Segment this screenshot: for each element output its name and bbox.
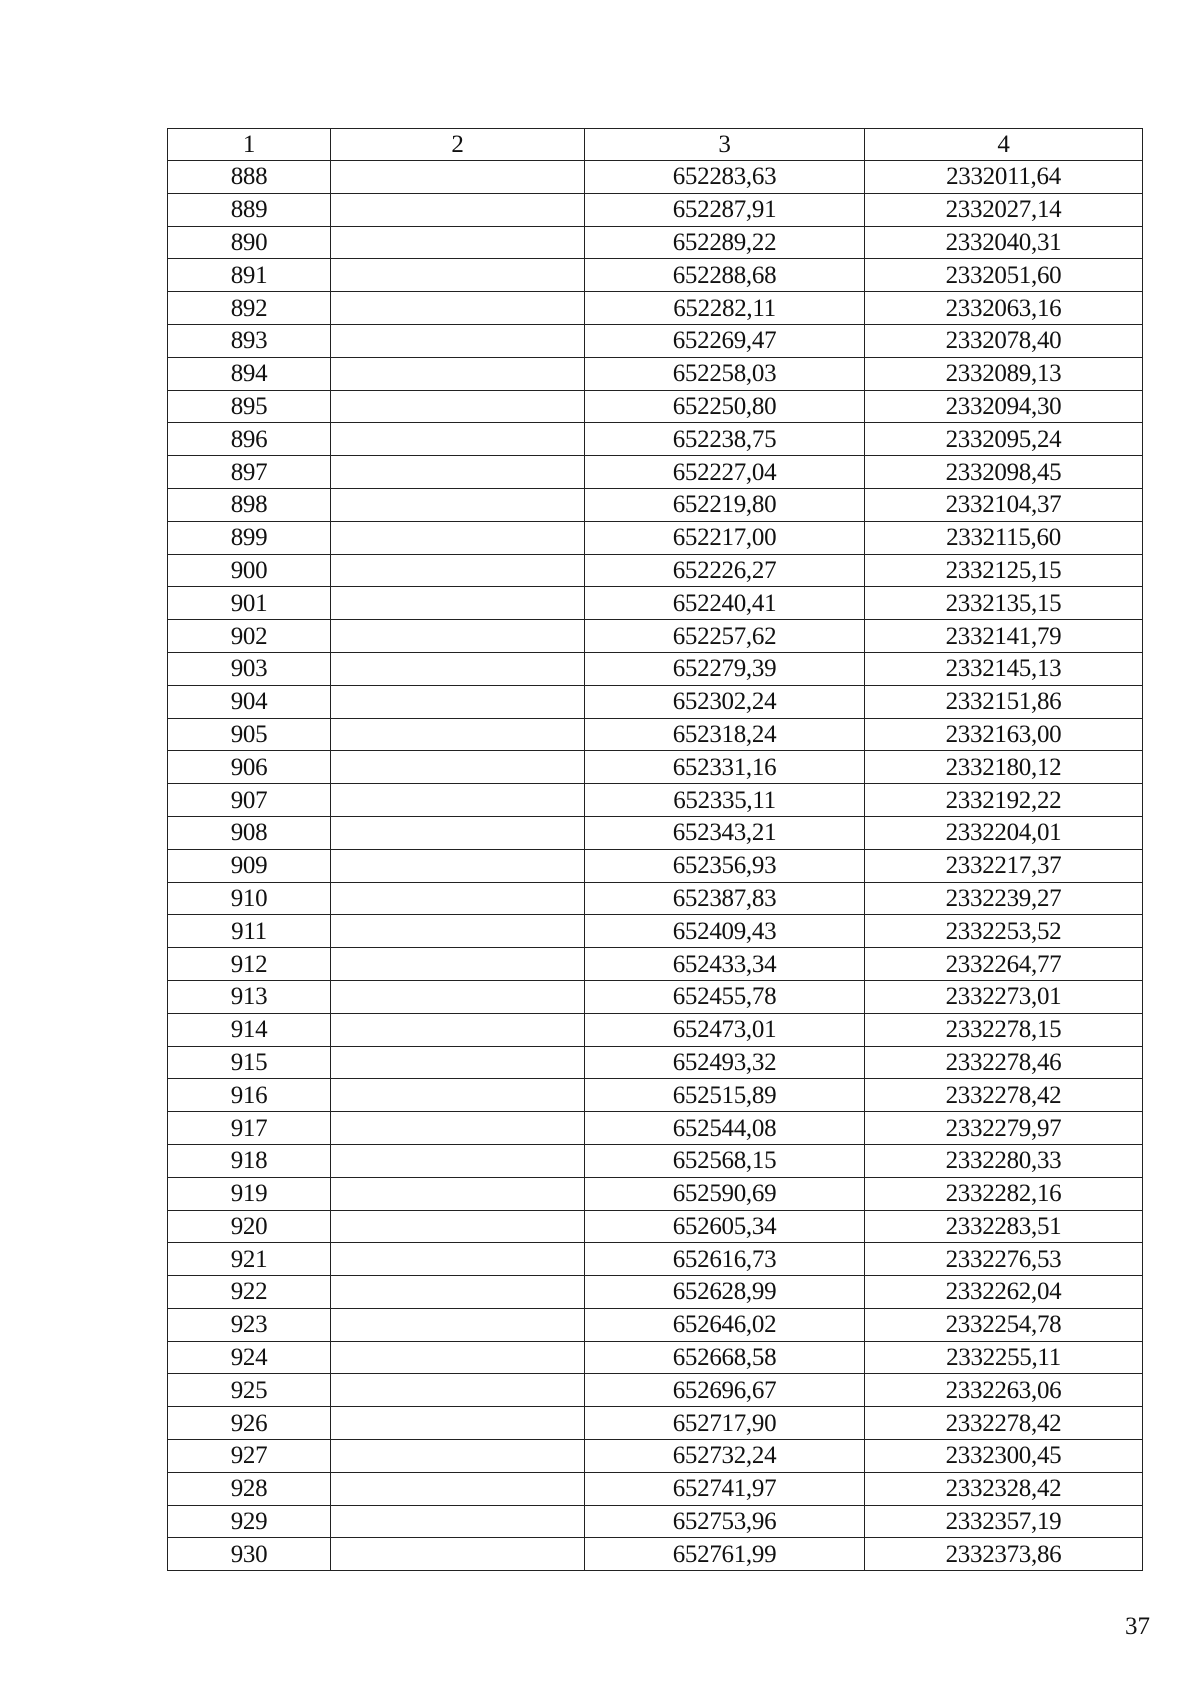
column-header-4: 4: [865, 129, 1143, 161]
coordinate-y-cell: 2332180,12: [865, 751, 1143, 784]
table-row: [168, 1374, 1143, 1407]
point-number-cell: 895: [168, 390, 331, 423]
column-2-cell: [331, 292, 585, 325]
point-number-cell: 930: [168, 1538, 331, 1571]
point-number-cell: 928: [168, 1472, 331, 1505]
coordinate-y-cell: 2332141,79: [865, 620, 1143, 653]
coordinate-y-cell: 2332262,04: [865, 1276, 1143, 1309]
point-number-cell: 898: [168, 488, 331, 521]
coordinate-x-cell: 652696,67: [585, 1374, 865, 1407]
column-2-cell: [331, 456, 585, 489]
coordinate-y-cell: 2332300,45: [865, 1440, 1143, 1473]
coordinate-x-cell: 652258,03: [585, 357, 865, 390]
coordinate-x-cell: 652717,90: [585, 1407, 865, 1440]
column-2-cell: [331, 1144, 585, 1177]
column-2-cell: [331, 1472, 585, 1505]
coordinate-y-cell: 2332098,45: [865, 456, 1143, 489]
point-number-cell: 922: [168, 1276, 331, 1309]
coordinate-y-cell: 2332253,52: [865, 915, 1143, 948]
coordinate-y-cell: 2332095,24: [865, 423, 1143, 456]
point-number-cell: 917: [168, 1112, 331, 1145]
column-2-cell: [331, 226, 585, 259]
point-number-cell: 913: [168, 980, 331, 1013]
table-row: [168, 1046, 1143, 1079]
table-row: [168, 259, 1143, 292]
table-row: [168, 1243, 1143, 1276]
point-number-cell: 901: [168, 587, 331, 620]
coordinate-x-cell: 652288,68: [585, 259, 865, 292]
column-2-cell: [331, 784, 585, 817]
column-2-cell: [331, 620, 585, 653]
coordinate-y-cell: 2332217,37: [865, 849, 1143, 882]
point-number-cell: 906: [168, 751, 331, 784]
column-2-cell: [331, 423, 585, 456]
table-row: [168, 1144, 1143, 1177]
column-2-cell: [331, 1013, 585, 1046]
table-row: [168, 685, 1143, 718]
coordinate-x-cell: 652226,27: [585, 554, 865, 587]
table-row: [168, 915, 1143, 948]
coordinate-x-cell: 652257,62: [585, 620, 865, 653]
table-header-row: [168, 129, 1143, 161]
coordinate-x-cell: 652250,80: [585, 390, 865, 423]
point-number-cell: 925: [168, 1374, 331, 1407]
coordinate-x-cell: 652646,02: [585, 1308, 865, 1341]
coordinate-y-cell: 2332276,53: [865, 1243, 1143, 1276]
point-number-cell: 927: [168, 1440, 331, 1473]
coordinate-y-cell: 2332328,42: [865, 1472, 1143, 1505]
coordinate-y-cell: 2332278,46: [865, 1046, 1143, 1079]
coordinate-x-cell: 652616,73: [585, 1243, 865, 1276]
column-2-cell: [331, 1210, 585, 1243]
point-number-cell: 911: [168, 915, 331, 948]
point-number-cell: 903: [168, 652, 331, 685]
point-number-cell: 905: [168, 718, 331, 751]
point-number-cell: 894: [168, 357, 331, 390]
coordinate-y-cell: 2332264,77: [865, 948, 1143, 981]
coordinate-x-cell: 652568,15: [585, 1144, 865, 1177]
column-2-cell: [331, 1538, 585, 1571]
point-number-cell: 888: [168, 161, 331, 194]
column-2-cell: [331, 1308, 585, 1341]
page-number: 37: [1125, 1613, 1150, 1640]
column-2-cell: [331, 1407, 585, 1440]
coordinate-y-cell: 2332151,86: [865, 685, 1143, 718]
table-row: [168, 1177, 1143, 1210]
table-row: [168, 1112, 1143, 1145]
coordinate-y-cell: 2332115,60: [865, 521, 1143, 554]
point-number-cell: 920: [168, 1210, 331, 1243]
coordinate-y-cell: 2332255,11: [865, 1341, 1143, 1374]
table-row: [168, 554, 1143, 587]
column-2-cell: [331, 324, 585, 357]
point-number-cell: 908: [168, 816, 331, 849]
table-row: [168, 1341, 1143, 1374]
coordinate-y-cell: 2332279,97: [865, 1112, 1143, 1145]
point-number-cell: 890: [168, 226, 331, 259]
point-number-cell: 891: [168, 259, 331, 292]
coordinate-x-cell: 652240,41: [585, 587, 865, 620]
table-row: [168, 1505, 1143, 1538]
table-row: [168, 1440, 1143, 1473]
coordinate-x-cell: 652335,11: [585, 784, 865, 817]
coordinate-y-cell: 2332254,78: [865, 1308, 1143, 1341]
column-header-2: 2: [331, 129, 585, 161]
column-2-cell: [331, 521, 585, 554]
coordinate-x-cell: 652343,21: [585, 816, 865, 849]
column-2-cell: [331, 1440, 585, 1473]
coordinate-y-cell: 2332282,16: [865, 1177, 1143, 1210]
coordinate-y-cell: 2332278,42: [865, 1407, 1143, 1440]
coordinate-y-cell: 2332273,01: [865, 980, 1143, 1013]
point-number-cell: 915: [168, 1046, 331, 1079]
point-number-cell: 909: [168, 849, 331, 882]
point-number-cell: 921: [168, 1243, 331, 1276]
column-2-cell: [331, 259, 585, 292]
coordinate-y-cell: 2332078,40: [865, 324, 1143, 357]
coordinate-y-cell: 2332051,60: [865, 259, 1143, 292]
coordinate-x-cell: 652289,22: [585, 226, 865, 259]
coordinate-y-cell: 2332239,27: [865, 882, 1143, 915]
column-2-cell: [331, 652, 585, 685]
column-2-cell: [331, 554, 585, 587]
column-2-cell: [331, 718, 585, 751]
coordinate-y-cell: 2332280,33: [865, 1144, 1143, 1177]
table-row: [168, 193, 1143, 226]
point-number-cell: 907: [168, 784, 331, 817]
coordinate-y-cell: 2332373,86: [865, 1538, 1143, 1571]
column-2-cell: [331, 849, 585, 882]
coordinate-x-cell: 652732,24: [585, 1440, 865, 1473]
column-2-cell: [331, 390, 585, 423]
table-body: [168, 161, 1143, 1571]
coordinate-x-cell: 652302,24: [585, 685, 865, 718]
column-2-cell: [331, 816, 585, 849]
point-number-cell: 902: [168, 620, 331, 653]
table-row: [168, 980, 1143, 1013]
coordinate-y-cell: 2332357,19: [865, 1505, 1143, 1538]
coordinate-x-cell: 652318,24: [585, 718, 865, 751]
table-row: [168, 1013, 1143, 1046]
coordinate-x-cell: 652544,08: [585, 1112, 865, 1145]
coordinate-y-cell: 2332135,15: [865, 587, 1143, 620]
column-2-cell: [331, 1341, 585, 1374]
coordinate-x-cell: 652238,75: [585, 423, 865, 456]
coordinate-x-cell: 652753,96: [585, 1505, 865, 1538]
column-2-cell: [331, 685, 585, 718]
column-2-cell: [331, 161, 585, 194]
coordinate-y-cell: 2332040,31: [865, 226, 1143, 259]
column-2-cell: [331, 948, 585, 981]
coordinate-x-cell: 652433,34: [585, 948, 865, 981]
table-row: [168, 718, 1143, 751]
table-row: [168, 456, 1143, 489]
coordinate-y-cell: 2332278,15: [865, 1013, 1143, 1046]
coordinate-y-cell: 2332104,37: [865, 488, 1143, 521]
coordinate-y-cell: 2332011,64: [865, 161, 1143, 194]
coordinate-y-cell: 2332125,15: [865, 554, 1143, 587]
point-number-cell: 893: [168, 324, 331, 357]
coordinate-y-cell: 2332204,01: [865, 816, 1143, 849]
table-row: [168, 1472, 1143, 1505]
column-2-cell: [331, 1243, 585, 1276]
point-number-cell: 904: [168, 685, 331, 718]
point-number-cell: 897: [168, 456, 331, 489]
column-2-cell: [331, 915, 585, 948]
table-row: [168, 948, 1143, 981]
coordinate-y-cell: 2332278,42: [865, 1079, 1143, 1112]
table-row: [168, 751, 1143, 784]
table-row: [168, 292, 1143, 325]
point-number-cell: 916: [168, 1079, 331, 1112]
table-row: [168, 1079, 1143, 1112]
coordinate-x-cell: 652227,04: [585, 456, 865, 489]
table-row: [168, 816, 1143, 849]
table-row: [168, 1210, 1143, 1243]
point-number-cell: 910: [168, 882, 331, 915]
coordinate-x-cell: 652217,00: [585, 521, 865, 554]
column-2-cell: [331, 1374, 585, 1407]
coordinate-x-cell: 652493,32: [585, 1046, 865, 1079]
column-2-cell: [331, 1276, 585, 1309]
coordinate-x-cell: 652741,97: [585, 1472, 865, 1505]
table-row: [168, 390, 1143, 423]
coordinate-x-cell: 652283,63: [585, 161, 865, 194]
coordinate-x-cell: 652455,78: [585, 980, 865, 1013]
point-number-cell: 896: [168, 423, 331, 456]
table-row: [168, 488, 1143, 521]
table-row: [168, 784, 1143, 817]
coordinate-x-cell: 652628,99: [585, 1276, 865, 1309]
table-row: [168, 357, 1143, 390]
coordinate-x-cell: 652356,93: [585, 849, 865, 882]
coordinate-y-cell: 2332145,13: [865, 652, 1143, 685]
coordinate-x-cell: 652219,80: [585, 488, 865, 521]
point-number-cell: 912: [168, 948, 331, 981]
table-row: [168, 423, 1143, 456]
column-2-cell: [331, 488, 585, 521]
coordinate-x-cell: 652590,69: [585, 1177, 865, 1210]
coordinate-x-cell: 652409,43: [585, 915, 865, 948]
column-header-1: 1: [168, 129, 331, 161]
coordinate-y-cell: 2332094,30: [865, 390, 1143, 423]
point-number-cell: 900: [168, 554, 331, 587]
column-2-cell: [331, 357, 585, 390]
table-row: [168, 849, 1143, 882]
coordinate-x-cell: 652282,11: [585, 292, 865, 325]
table-row: [168, 324, 1143, 357]
coordinate-y-cell: 2332089,13: [865, 357, 1143, 390]
column-2-cell: [331, 1112, 585, 1145]
coordinate-x-cell: 652269,47: [585, 324, 865, 357]
coordinate-y-cell: 2332163,00: [865, 718, 1143, 751]
table-row: [168, 587, 1143, 620]
point-number-cell: 918: [168, 1144, 331, 1177]
table-row: [168, 882, 1143, 915]
point-number-cell: 929: [168, 1505, 331, 1538]
point-number-cell: 889: [168, 193, 331, 226]
column-2-cell: [331, 980, 585, 1013]
coordinate-x-cell: 652668,58: [585, 1341, 865, 1374]
table-row: [168, 1308, 1143, 1341]
coordinate-y-cell: 2332283,51: [865, 1210, 1143, 1243]
column-2-cell: [331, 1079, 585, 1112]
coordinate-y-cell: 2332192,22: [865, 784, 1143, 817]
table-row: [168, 161, 1143, 194]
column-2-cell: [331, 1505, 585, 1538]
column-2-cell: [331, 587, 585, 620]
coordinate-x-cell: 652605,34: [585, 1210, 865, 1243]
column-header-3: 3: [585, 129, 865, 161]
table-row: [168, 652, 1143, 685]
point-number-cell: 919: [168, 1177, 331, 1210]
column-2-cell: [331, 751, 585, 784]
point-number-cell: 899: [168, 521, 331, 554]
table-row: [168, 1407, 1143, 1440]
point-number-cell: 892: [168, 292, 331, 325]
table-row: [168, 1276, 1143, 1309]
coordinate-x-cell: 652761,99: [585, 1538, 865, 1571]
coordinate-x-cell: 652515,89: [585, 1079, 865, 1112]
column-2-cell: [331, 193, 585, 226]
table-row: [168, 620, 1143, 653]
coordinate-y-cell: 2332063,16: [865, 292, 1143, 325]
point-number-cell: 924: [168, 1341, 331, 1374]
coordinates-table: [167, 128, 1143, 1571]
coordinate-x-cell: 652331,16: [585, 751, 865, 784]
column-2-cell: [331, 882, 585, 915]
point-number-cell: 914: [168, 1013, 331, 1046]
column-2-cell: [331, 1046, 585, 1079]
column-2-cell: [331, 1177, 585, 1210]
coordinate-x-cell: 652279,39: [585, 652, 865, 685]
table-row: [168, 1538, 1143, 1571]
point-number-cell: 926: [168, 1407, 331, 1440]
table-row: [168, 521, 1143, 554]
table-row: [168, 226, 1143, 259]
coordinate-x-cell: 652473,01: [585, 1013, 865, 1046]
coordinate-x-cell: 652287,91: [585, 193, 865, 226]
coordinate-x-cell: 652387,83: [585, 882, 865, 915]
coordinate-y-cell: 2332027,14: [865, 193, 1143, 226]
point-number-cell: 923: [168, 1308, 331, 1341]
coordinate-y-cell: 2332263,06: [865, 1374, 1143, 1407]
